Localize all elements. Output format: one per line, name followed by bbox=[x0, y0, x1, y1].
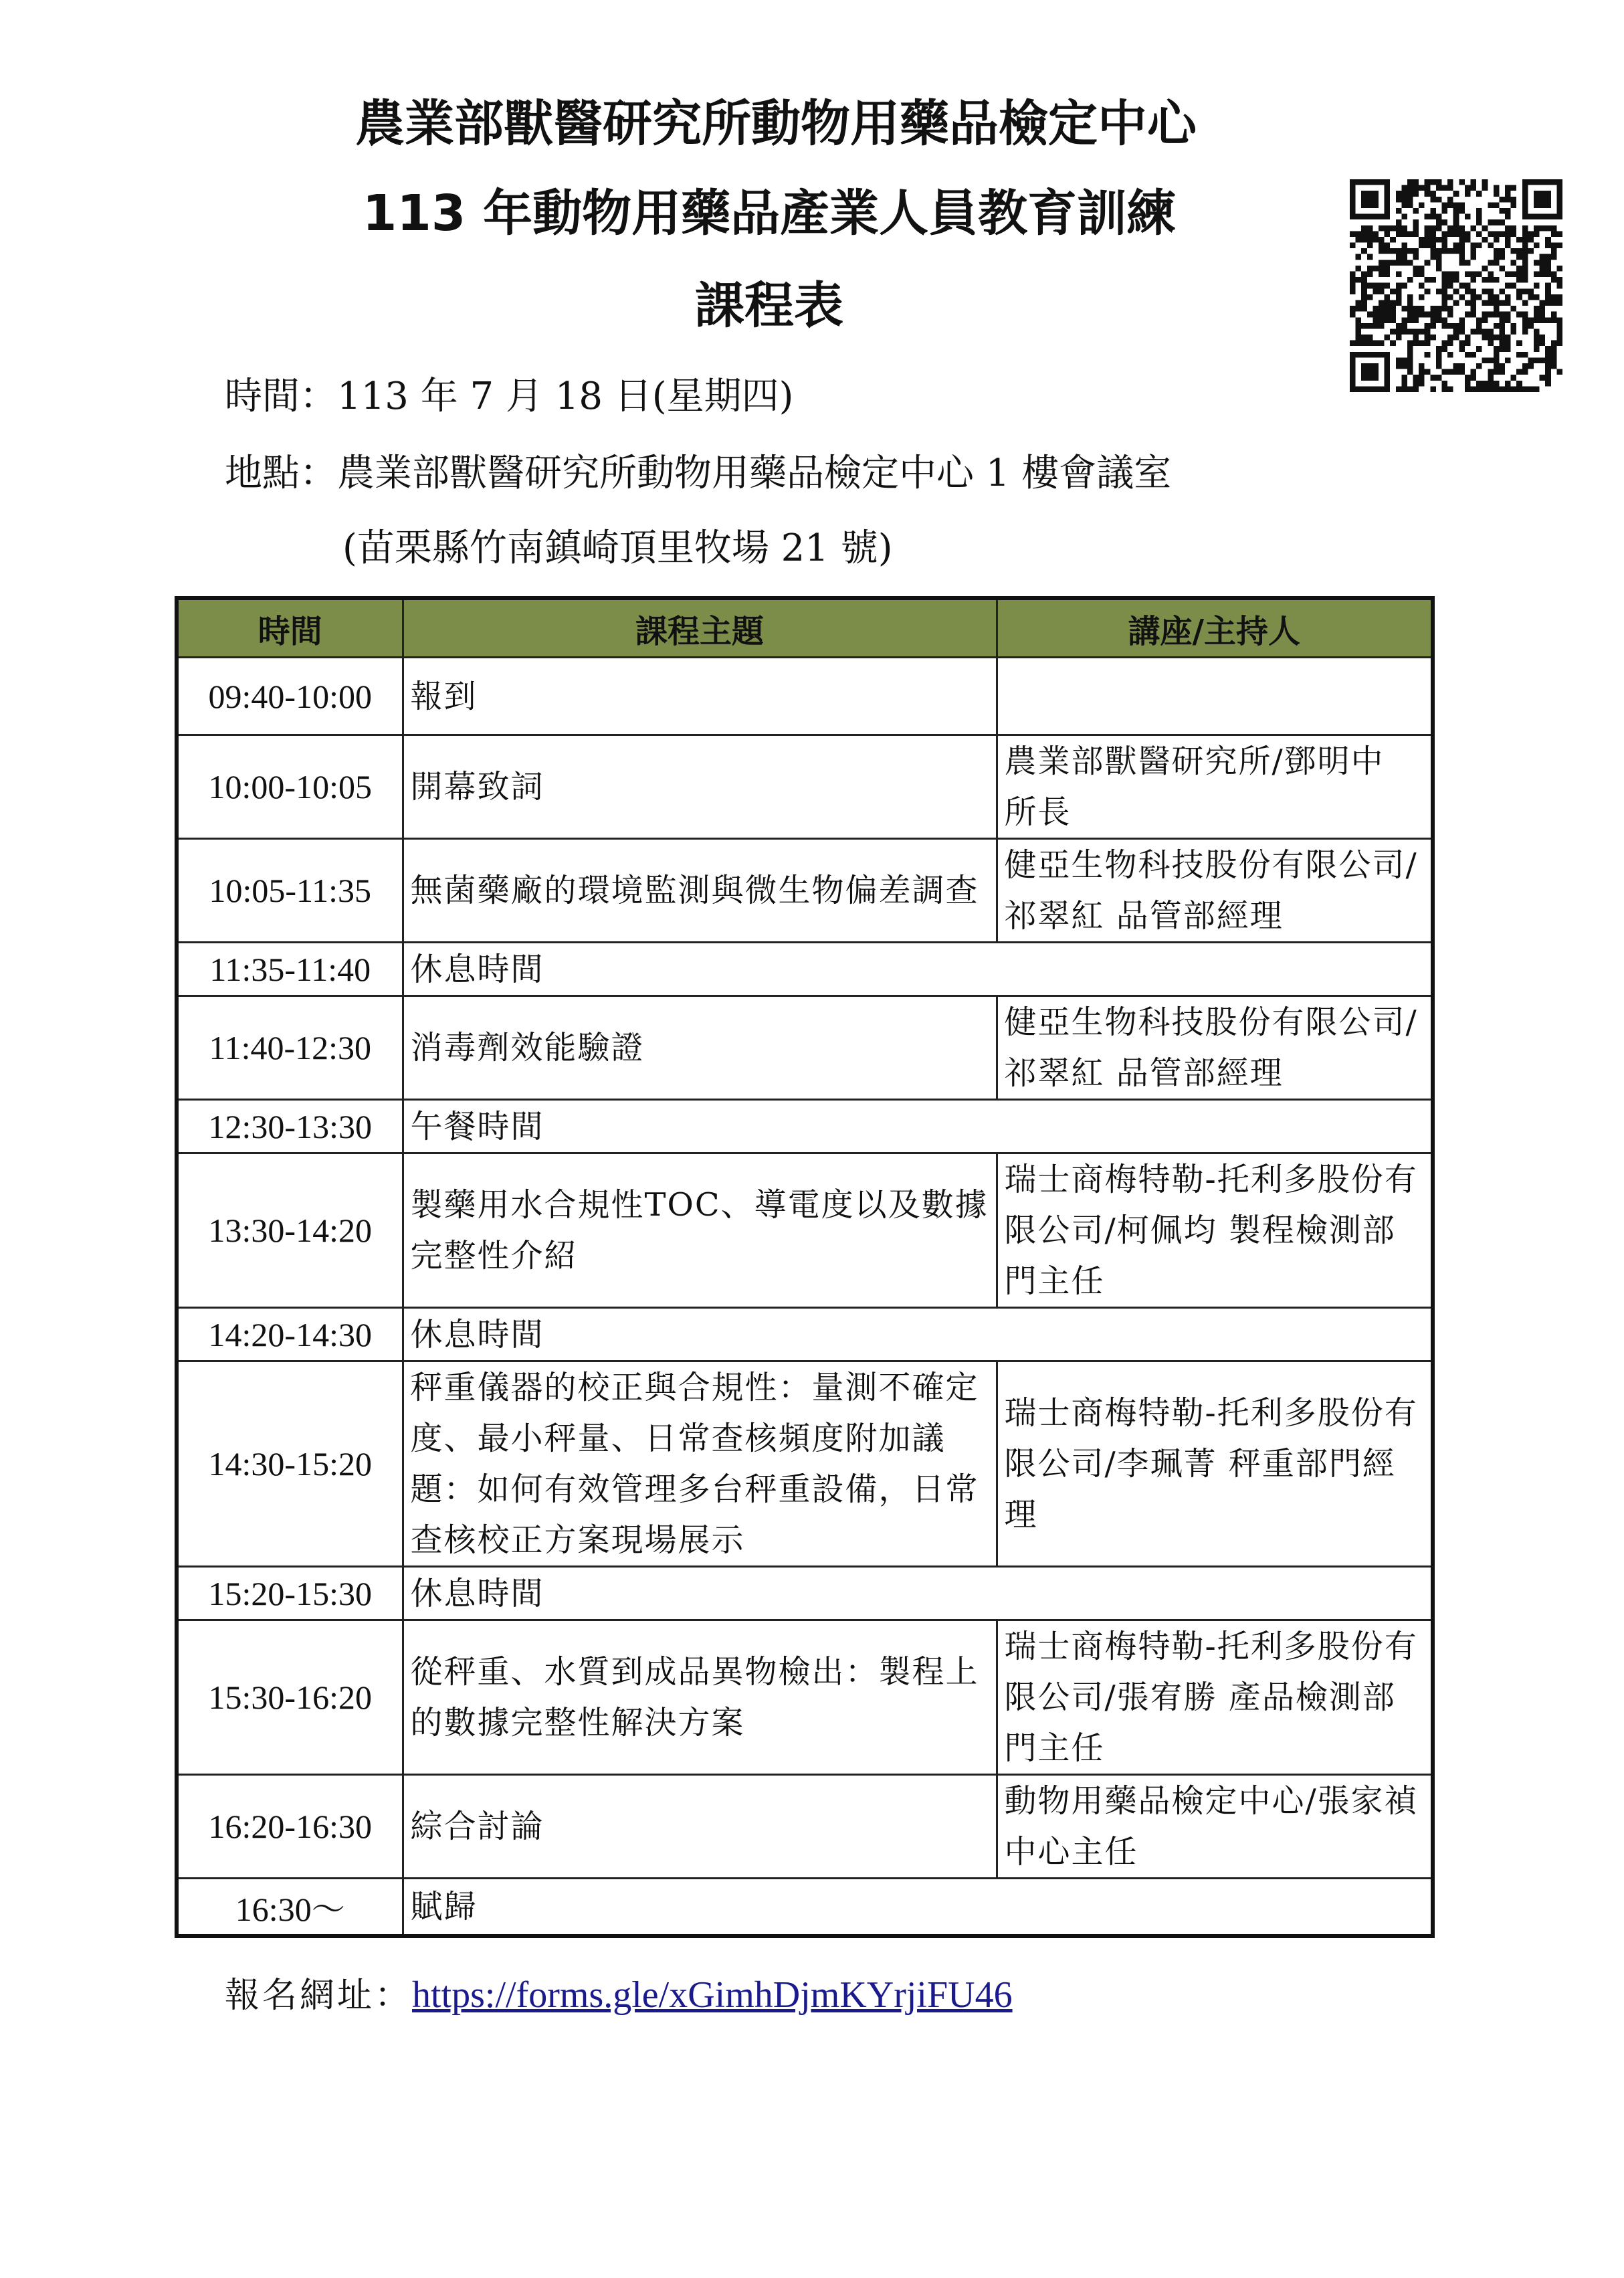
table-row bbox=[177, 996, 1433, 1100]
session-time: 11:35-11:40 bbox=[177, 943, 403, 996]
table-row bbox=[177, 943, 1433, 996]
session-time: 10:05-11:35 bbox=[177, 839, 403, 943]
session-topic: 秤重儀器的校正與合規性：量測不確定度、最小秤量、日常查核頻度附加議題：如何有效管理多台秤重設備，日常查核校正方案現場展示 bbox=[403, 1361, 997, 1567]
table-header-row bbox=[177, 598, 1433, 658]
session-topic: 報到 bbox=[403, 658, 997, 735]
session-topic: 休息時間 bbox=[403, 943, 1433, 996]
session-topic: 賦歸 bbox=[403, 1879, 1433, 1936]
registration-link[interactable]: https://forms.gle/xGimhDjmKYrjiFU46 bbox=[412, 1974, 1013, 2016]
table-row bbox=[177, 1153, 1433, 1308]
session-time: 12:30-13:30 bbox=[177, 1100, 403, 1153]
table-row bbox=[177, 1620, 1433, 1775]
session-time: 14:30-15:20 bbox=[177, 1361, 403, 1567]
session-time: 09:40-10:00 bbox=[177, 658, 403, 735]
session-time: 10:00-10:05 bbox=[177, 735, 403, 839]
registration-row bbox=[225, 1967, 1013, 2017]
session-topic: 開幕致詞 bbox=[403, 735, 997, 839]
document-title-event: 113 年動物用藥品產業人員教育訓練 bbox=[362, 185, 1177, 242]
table-row bbox=[177, 1308, 1433, 1361]
session-speaker: 健亞生物科技股份有限公司/祁翠紅 品管部經理 bbox=[997, 839, 1433, 943]
column-header-time: 時間 bbox=[177, 598, 403, 658]
session-topic: 綜合討論 bbox=[403, 1775, 997, 1879]
session-speaker: 瑞士商梅特勒-托利多股份有限公司/張宥勝 產品檢測部門主任 bbox=[997, 1620, 1433, 1775]
event-address: (苗栗縣竹南鎮崎頂里牧場 21 號) bbox=[342, 527, 893, 570]
session-time: 11:40-12:30 bbox=[177, 996, 403, 1100]
session-topic: 休息時間 bbox=[403, 1308, 1433, 1361]
table-row bbox=[177, 658, 1433, 735]
session-speaker: 瑞士商梅特勒-托利多股份有限公司/柯佩均 製程檢測部門主任 bbox=[997, 1153, 1433, 1308]
event-location: 地點：農業部獸醫研究所動物用藥品檢定中心 1 樓會議室 bbox=[225, 452, 1172, 495]
event-time: 時間：113 年 7 月 18 日(星期四) bbox=[225, 375, 794, 418]
schedule-body bbox=[177, 658, 1433, 1936]
session-speaker: 健亞生物科技股份有限公司/祁翠紅 品管部經理 bbox=[997, 996, 1433, 1100]
session-speaker: 農業部獸醫研究所/鄧明中 所長 bbox=[997, 735, 1433, 839]
session-topic: 休息時間 bbox=[403, 1567, 1433, 1620]
table-row bbox=[177, 1100, 1433, 1153]
session-topic: 無菌藥廠的環境監測與微生物偏差調查 bbox=[403, 839, 997, 943]
registration-label: 報名網址： bbox=[225, 1976, 413, 2016]
session-time: 14:20-14:30 bbox=[177, 1308, 403, 1361]
table-row bbox=[177, 839, 1433, 943]
table-row bbox=[177, 735, 1433, 839]
table-row bbox=[177, 1879, 1433, 1936]
session-time: 15:30-16:20 bbox=[177, 1620, 403, 1775]
table-row bbox=[177, 1567, 1433, 1620]
session-topic: 午餐時間 bbox=[403, 1100, 1433, 1153]
session-time: 13:30-14:20 bbox=[177, 1153, 403, 1308]
session-topic: 消毒劑效能驗證 bbox=[403, 996, 997, 1100]
session-topic: 製藥用水合規性TOC、導電度以及數據完整性介紹 bbox=[403, 1153, 997, 1308]
session-topic: 從秤重、水質到成品異物檢出：製程上的數據完整性解決方案 bbox=[403, 1620, 997, 1775]
qr-code-icon bbox=[1350, 179, 1562, 392]
document-title-organization: 農業部獸醫研究所動物用藥品檢定中心 bbox=[355, 95, 1197, 153]
column-header-speaker: 講座/主持人 bbox=[997, 598, 1433, 658]
schedule-table bbox=[175, 596, 1435, 1938]
session-speaker bbox=[997, 658, 1433, 735]
column-header-topic: 課程主題 bbox=[403, 598, 997, 658]
table-row bbox=[177, 1361, 1433, 1567]
session-time: 16:20-16:30 bbox=[177, 1775, 403, 1879]
session-time: 16:30～ bbox=[177, 1879, 403, 1936]
session-speaker: 動物用藥品檢定中心/張家禎 中心主任 bbox=[997, 1775, 1433, 1879]
session-time: 15:20-15:30 bbox=[177, 1567, 403, 1620]
document-title-schedule: 課程表 bbox=[695, 277, 843, 335]
session-speaker: 瑞士商梅特勒-托利多股份有限公司/李珮菁 秤重部門經理 bbox=[997, 1361, 1433, 1567]
table-row bbox=[177, 1775, 1433, 1879]
